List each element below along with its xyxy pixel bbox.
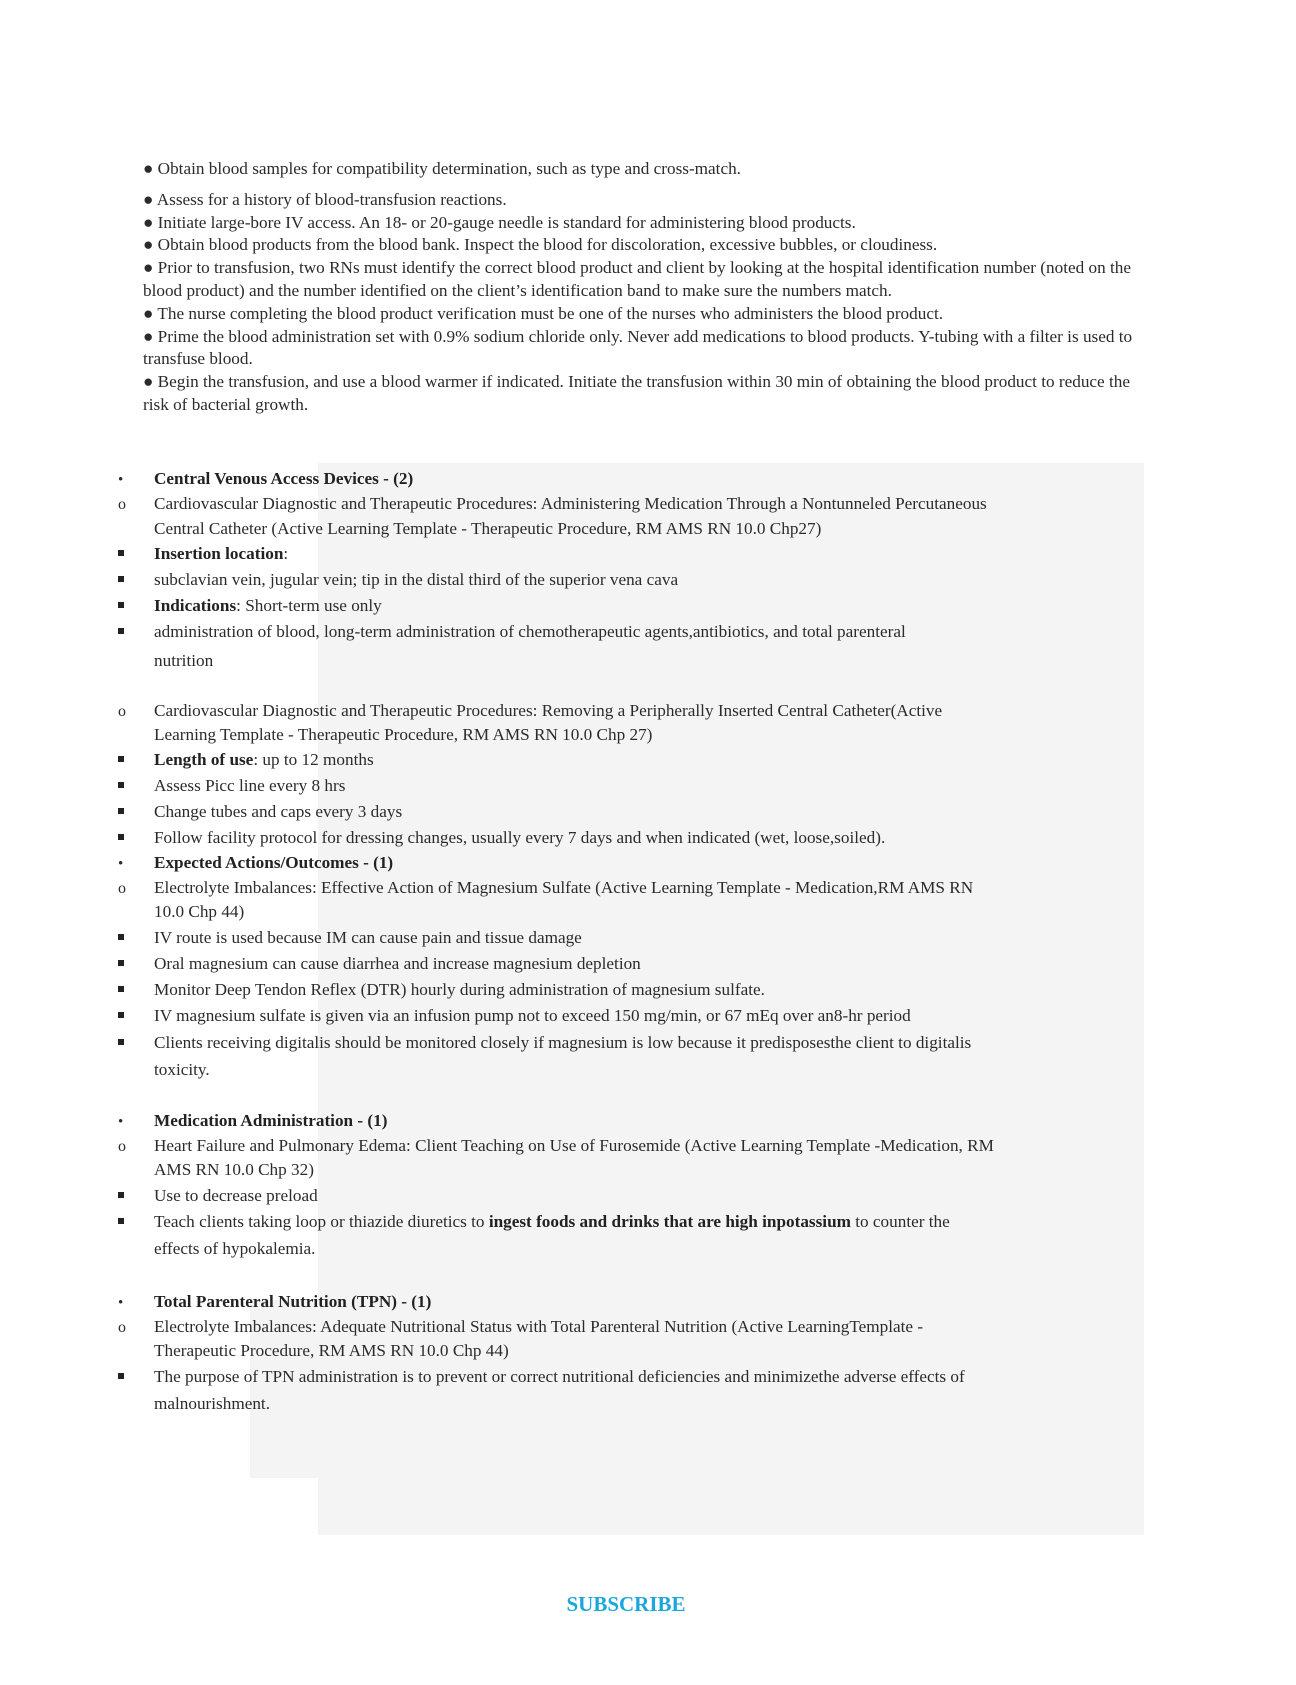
square-bullet-icon bbox=[118, 952, 132, 976]
square-bullet-icon bbox=[118, 1184, 132, 1208]
step-text: ● Initiate large-bore IV access. An 18- or 20-gauge needle is standard for administering blood products. bbox=[143, 212, 856, 232]
transfusion-steps bbox=[143, 158, 1133, 417]
step-text: ● Prior to transfusion, two RNs must identify the correct blood product and client by looking at the hospital identification number (noted on the blood product) and the number identified on the client’s identification band to make sure the numbers match. bbox=[143, 258, 1131, 300]
square-bullet-icon bbox=[118, 774, 132, 798]
square-bullet-icon bbox=[118, 1210, 132, 1234]
square-bullet-icon bbox=[118, 978, 132, 1002]
step-text: ● Begin the transfusion, and use a blood warmer if indicated. Initiate the transfusion within 30 min of obtaining the blood product to reduce the risk of bacterial growth. bbox=[143, 372, 1130, 414]
step-text: ● Assess for a history of blood-transfusion reactions. bbox=[143, 189, 507, 209]
step-text: ● Obtain blood samples for compatibility determination, such as type and cross-match. bbox=[143, 159, 741, 178]
circle-bullet-icon bbox=[118, 492, 132, 517]
square-bullet-icon bbox=[118, 594, 132, 618]
bullet-icon bbox=[118, 467, 132, 492]
square-bullet-icon bbox=[118, 542, 132, 566]
square-bullet-icon bbox=[118, 826, 132, 850]
circle-bullet-icon bbox=[118, 1315, 132, 1340]
subscribe-link[interactable]: SUBSCRIBE bbox=[566, 1592, 686, 1616]
circle-bullet-icon bbox=[118, 876, 132, 901]
step-text: ● Prime the blood administration set with 0.9% sodium chloride only. Never add medications to blood products. Y-tubing with a filter is used to transfuse blood. bbox=[143, 326, 1133, 369]
square-bullet-icon bbox=[118, 1031, 132, 1055]
step-text: ● The nurse completing the blood product verification must be one of the nurses who administers the blood product. bbox=[143, 303, 944, 323]
square-bullet-icon bbox=[118, 1004, 132, 1028]
square-bullet-icon bbox=[118, 1365, 132, 1389]
square-bullet-icon bbox=[118, 926, 132, 950]
bullet-icon bbox=[118, 1290, 132, 1315]
step-text: ● Obtain blood products from the blood bank. Inspect the blood for discoloration, excessive bubbles, or cloudiness. bbox=[143, 235, 938, 255]
circle-bullet-icon bbox=[118, 699, 132, 724]
circle-bullet-icon bbox=[118, 1134, 132, 1159]
bullet-icon bbox=[118, 851, 132, 876]
square-bullet-icon bbox=[118, 620, 132, 644]
square-bullet-icon bbox=[118, 800, 132, 824]
bullet-icon bbox=[118, 1109, 132, 1134]
square-bullet-icon bbox=[118, 748, 132, 772]
square-bullet-icon bbox=[118, 568, 132, 592]
